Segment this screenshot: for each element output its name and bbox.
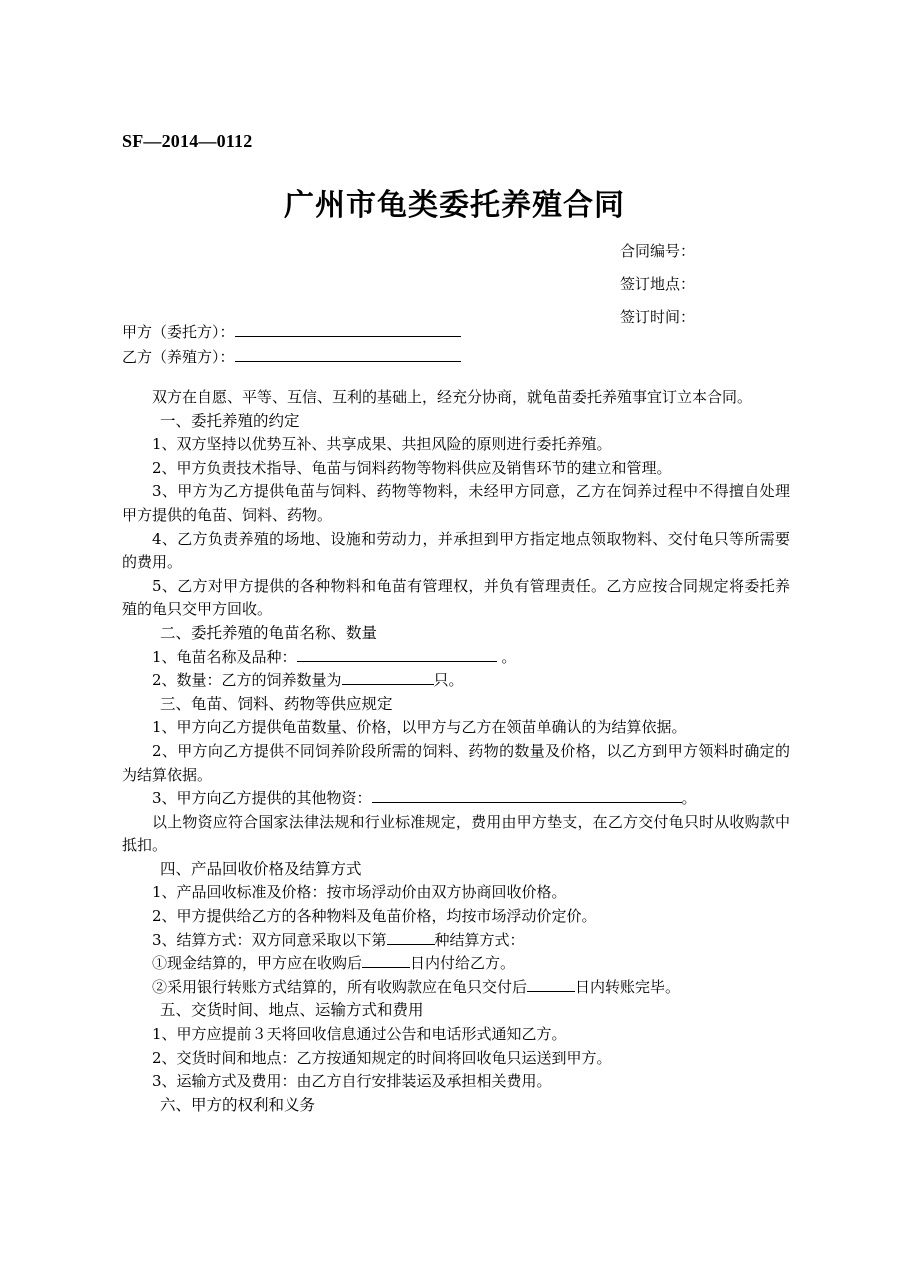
clause-text: 3、结算方式：双方同意采取以下第 xyxy=(152,930,387,949)
intro-paragraph: 双方在自愿、平等、互信、互利的基础上，经充分协商，就龟苗委托养殖事宜订立本合同。 xyxy=(152,388,753,406)
clause: 1、双方坚持以优势互补、共享成果、共担风险的原则进行委托养殖。 xyxy=(152,435,612,454)
clause-text: 日内转账完毕。 xyxy=(575,977,681,996)
party-a-label: 甲方（委托方）： xyxy=(122,323,235,341)
section-heading: 一、委托养殖的约定 xyxy=(160,411,300,430)
clause: 2、交货时间和地点：乙方按通知规定的时间将回收龟只运送到甲方。 xyxy=(152,1048,612,1067)
clause-text: 3、甲方向乙方提供的其他物资： xyxy=(152,789,372,808)
fill-blank xyxy=(362,953,410,968)
party-a-blank xyxy=(235,321,461,337)
contract-body xyxy=(122,386,790,1117)
clause: 3、运输方式及费用：由乙方自行安排装运及承担相关费用。 xyxy=(152,1072,552,1091)
signing-place-label: 签订地点： xyxy=(620,275,696,293)
clause-text: 日内付给乙方。 xyxy=(410,954,516,973)
clause-text: 。 xyxy=(681,789,697,808)
clause xyxy=(122,976,790,1000)
clause: 5、乙方对甲方提供的各种物料和龟苗有管理权，并负有管理责任。乙方应按合同规定将委托养殖的龟只交甲方回收。 xyxy=(122,576,790,619)
clause-text: ①现金结算的，甲方应在收购后 xyxy=(152,954,363,973)
fill-blank xyxy=(527,977,575,992)
clause xyxy=(122,929,790,953)
party-b-blank xyxy=(235,346,461,362)
clause: 以上物资应符合国家法律法规和行业标准规定，费用由甲方垫支，在乙方交付龟只时从收购款中抵扣。 xyxy=(122,812,790,855)
clause xyxy=(122,787,790,811)
document-code: SF—2014—0112 xyxy=(122,131,253,151)
clause: 1、产品回收标准及价格：按市场浮动价由双方协商回收价格。 xyxy=(152,883,567,902)
fill-blank xyxy=(387,930,435,945)
party-b-label: 乙方（养殖方）： xyxy=(122,348,235,366)
clause: 1、甲方向乙方提供龟苗数量、价格，以甲方与乙方在领苗单确认的为结算依据。 xyxy=(152,718,687,737)
section-heading: 三、龟苗、饲料、药物等供应规定 xyxy=(160,694,393,713)
clause xyxy=(122,669,790,693)
clause: 1、甲方应提前３天将回收信息通过公告和电话形式通知乙方。 xyxy=(152,1025,567,1044)
clause-text: 种结算方式： xyxy=(434,930,525,949)
clause: 2、甲方提供给乙方的各种物料及龟苗价格，均按市场浮动价定价。 xyxy=(152,907,597,926)
contract-title: 广州市龟类委托养殖合同 xyxy=(284,188,625,223)
clause-text: 2、数量：乙方的饲养数量为 xyxy=(152,671,342,690)
clause: 2、甲方负责技术指导、龟苗与饲料药物等物料供应及销售环节的建立和管理。 xyxy=(152,458,672,477)
fill-blank xyxy=(372,788,682,803)
contract-number-label: 合同编号： xyxy=(620,242,696,260)
section-heading: 五、交货时间、地点、运输方式和费用 xyxy=(160,1001,424,1020)
party-b-line xyxy=(122,346,461,367)
section-heading: 六、甲方的权利和义务 xyxy=(160,1095,316,1114)
clause: 4、乙方负责养殖的场地、设施和劳动力，并承担到甲方指定地点领取物料、交付龟只等所需要的费用。 xyxy=(122,529,790,572)
section-heading: 二、委托养殖的龟苗名称、数量 xyxy=(160,623,378,642)
section-heading: 四、产品回收价格及结算方式 xyxy=(160,859,362,878)
fill-blank xyxy=(342,670,434,685)
signing-time-label: 签订时间： xyxy=(620,308,696,326)
clause: 3、甲方为乙方提供龟苗与饲料、药物等物料，未经甲方同意，乙方在饲养过程中不得擅自处理甲方提供的龟苗、饲料、药物。 xyxy=(122,482,790,524)
party-a-line xyxy=(122,321,461,342)
clause xyxy=(122,646,790,670)
clause-text: 。 xyxy=(496,647,517,666)
fill-blank xyxy=(297,647,497,662)
clause-text: 1、龟苗名称及品种： xyxy=(152,647,297,666)
clause xyxy=(122,952,790,976)
clause-text: ②采用银行转账方式结算的，所有收购款应在龟只交付后 xyxy=(152,977,528,996)
clause-text: 只。 xyxy=(433,671,464,690)
clause: 2、甲方向乙方提供不同饲养阶段所需的饲料、药物的数量及价格，以乙方到甲方领料时确定的为结算依据。 xyxy=(122,741,790,784)
